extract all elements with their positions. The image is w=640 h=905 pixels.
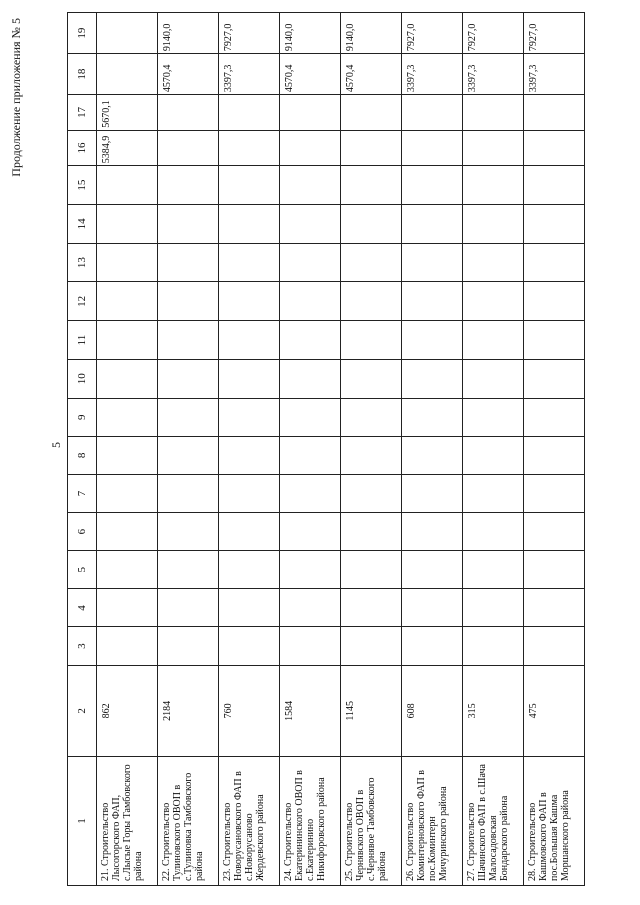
empty-cell	[158, 282, 219, 321]
value-cell-19: 7927,0	[463, 13, 524, 54]
column-header-8: 8	[68, 436, 97, 474]
empty-cell	[158, 627, 219, 665]
empty-cell	[97, 474, 158, 512]
object-name-cell: 25. Строительство Чернявского ОВОП в с.Чернявое Тамбовского района	[341, 757, 402, 886]
empty-cell	[402, 513, 463, 551]
page-number: 5	[49, 442, 63, 448]
column-header-1: 1	[68, 757, 97, 886]
empty-cell	[402, 282, 463, 321]
value-cell-18: 3397,3	[524, 54, 585, 95]
capacity-cell: 2184	[158, 665, 219, 756]
value-cell-18: 3397,3	[219, 54, 280, 95]
empty-cell	[341, 513, 402, 551]
empty-cell	[524, 95, 585, 131]
empty-cell	[158, 398, 219, 436]
empty-cell	[463, 474, 524, 512]
empty-cell	[219, 205, 280, 244]
empty-cell	[524, 243, 585, 282]
value-cell-18: 4570,4	[341, 54, 402, 95]
empty-cell	[158, 513, 219, 551]
empty-cell	[463, 95, 524, 131]
capacity-cell: 862	[97, 665, 158, 756]
empty-cell	[463, 166, 524, 205]
object-name-cell: 21. Строительство Лысогорского ФАП, с.Лысые Горы Тамбовского района	[97, 757, 158, 886]
capacity-cell: 1584	[280, 665, 341, 756]
empty-cell	[219, 243, 280, 282]
empty-cell	[341, 398, 402, 436]
empty-cell	[524, 551, 585, 589]
empty-cell	[402, 321, 463, 360]
empty-cell	[158, 166, 219, 205]
column-header-17: 17	[68, 95, 97, 131]
capacity-cell: 608	[402, 665, 463, 756]
empty-cell	[402, 166, 463, 205]
table-row	[280, 13, 341, 886]
table-row	[402, 13, 463, 886]
annex-continuation-heading: Продолжение приложения № 5	[9, 18, 23, 177]
capacity-cell: 315	[463, 665, 524, 756]
empty-cell	[158, 551, 219, 589]
object-name-cell: 22. Строительство Тулиновского ОВОП в с.Тулиновка Тамбовского района	[158, 757, 219, 886]
value-cell-16: 5384,9	[97, 130, 158, 166]
empty-cell	[280, 130, 341, 166]
table-row	[158, 13, 219, 886]
empty-cell	[158, 95, 219, 131]
value-cell-18: 4570,4	[158, 54, 219, 95]
empty-cell	[158, 589, 219, 627]
empty-cell	[524, 513, 585, 551]
column-header-row	[68, 13, 97, 886]
value-cell-18	[97, 54, 158, 95]
capacity-cell: 760	[219, 665, 280, 756]
rotated-content	[7, 12, 585, 886]
column-header-9: 9	[68, 398, 97, 436]
table-row	[219, 13, 280, 886]
column-header-3: 3	[68, 627, 97, 665]
value-cell-19: 7927,0	[402, 13, 463, 54]
column-header-11: 11	[68, 321, 97, 360]
empty-cell	[97, 205, 158, 244]
table-row	[524, 13, 585, 886]
empty-cell	[463, 513, 524, 551]
column-header-7: 7	[68, 474, 97, 512]
empty-cell	[402, 398, 463, 436]
object-name-cell: 23. Строительство Новорусановского ФАП в с.Новорусаново Жердевского района	[219, 757, 280, 886]
empty-cell	[463, 130, 524, 166]
empty-cell	[158, 436, 219, 474]
empty-cell	[341, 205, 402, 244]
empty-cell	[280, 282, 341, 321]
empty-cell	[402, 436, 463, 474]
empty-cell	[97, 627, 158, 665]
empty-cell	[158, 359, 219, 398]
empty-cell	[280, 359, 341, 398]
empty-cell	[97, 282, 158, 321]
data-table	[67, 12, 585, 886]
capacity-cell: 475	[524, 665, 585, 756]
empty-cell	[280, 95, 341, 131]
object-name-cell: 26. Строительство Коминтерновского ФАП в пос.Коминтерн Мичуринского района	[402, 757, 463, 886]
empty-cell	[463, 321, 524, 360]
empty-cell	[97, 359, 158, 398]
column-header-10: 10	[68, 359, 97, 398]
empty-cell	[402, 551, 463, 589]
empty-cell	[280, 321, 341, 360]
empty-cell	[341, 282, 402, 321]
empty-cell	[280, 551, 341, 589]
empty-cell	[341, 95, 402, 131]
empty-cell	[524, 436, 585, 474]
object-name-cell: 28. Строительство Кашмовского ФАП в пос.Большая Кашма Моршанского района	[524, 757, 585, 886]
value-cell-19: 9140,0	[158, 13, 219, 54]
empty-cell	[341, 436, 402, 474]
value-cell-19: 9140,0	[280, 13, 341, 54]
empty-cell	[280, 627, 341, 665]
empty-cell	[402, 589, 463, 627]
value-cell-18: 4570,4	[280, 54, 341, 95]
empty-cell	[280, 205, 341, 244]
empty-cell	[219, 589, 280, 627]
empty-cell	[219, 627, 280, 665]
empty-cell	[341, 166, 402, 205]
empty-cell	[219, 130, 280, 166]
empty-cell	[341, 627, 402, 665]
empty-cell	[97, 513, 158, 551]
capacity-cell: 1145	[341, 665, 402, 756]
empty-cell	[219, 282, 280, 321]
value-cell-19: 9140,0	[341, 13, 402, 54]
column-header-5: 5	[68, 551, 97, 589]
empty-cell	[402, 474, 463, 512]
empty-cell	[219, 166, 280, 205]
table-body	[97, 13, 585, 886]
empty-cell	[97, 398, 158, 436]
empty-cell	[341, 589, 402, 627]
empty-cell	[402, 627, 463, 665]
table-row	[341, 13, 402, 886]
empty-cell	[280, 513, 341, 551]
empty-cell	[341, 130, 402, 166]
empty-cell	[524, 627, 585, 665]
empty-cell	[280, 166, 341, 205]
empty-cell	[524, 166, 585, 205]
empty-cell	[341, 474, 402, 512]
empty-cell	[97, 551, 158, 589]
empty-cell	[463, 436, 524, 474]
empty-cell	[524, 474, 585, 512]
empty-cell	[280, 243, 341, 282]
empty-cell	[158, 474, 219, 512]
empty-cell	[341, 551, 402, 589]
value-cell-19	[97, 13, 158, 54]
empty-cell	[219, 398, 280, 436]
empty-cell	[280, 436, 341, 474]
empty-cell	[463, 205, 524, 244]
column-header-6: 6	[68, 513, 97, 551]
empty-cell	[158, 321, 219, 360]
empty-cell	[97, 243, 158, 282]
empty-cell	[97, 436, 158, 474]
empty-cell	[158, 243, 219, 282]
column-header-12: 12	[68, 282, 97, 321]
value-cell-17: 5670,1	[97, 95, 158, 131]
empty-cell	[402, 130, 463, 166]
object-name-cell: 24. Строительство Екатерининского ОВОП в с.Екатеринино Никифоровского района	[280, 757, 341, 886]
empty-cell	[219, 95, 280, 131]
empty-cell	[463, 359, 524, 398]
empty-cell	[402, 359, 463, 398]
empty-cell	[524, 359, 585, 398]
empty-cell	[524, 398, 585, 436]
empty-cell	[524, 321, 585, 360]
empty-cell	[97, 166, 158, 205]
table-row	[463, 13, 524, 886]
empty-cell	[219, 513, 280, 551]
column-header-16: 16	[68, 130, 97, 166]
empty-cell	[463, 627, 524, 665]
empty-cell	[341, 321, 402, 360]
value-cell-18: 3397,3	[463, 54, 524, 95]
value-cell-19: 7927,0	[524, 13, 585, 54]
empty-cell	[402, 243, 463, 282]
empty-cell	[524, 130, 585, 166]
column-header-4: 4	[68, 589, 97, 627]
column-header-19: 19	[68, 13, 97, 54]
empty-cell	[158, 205, 219, 244]
empty-cell	[463, 243, 524, 282]
empty-cell	[463, 282, 524, 321]
empty-cell	[524, 589, 585, 627]
empty-cell	[219, 474, 280, 512]
column-header-14: 14	[68, 205, 97, 244]
empty-cell	[280, 474, 341, 512]
empty-cell	[219, 436, 280, 474]
empty-cell	[280, 589, 341, 627]
empty-cell	[158, 130, 219, 166]
column-header-13: 13	[68, 243, 97, 282]
value-cell-19: 7927,0	[219, 13, 280, 54]
empty-cell	[463, 551, 524, 589]
empty-cell	[463, 398, 524, 436]
empty-cell	[402, 205, 463, 244]
table-row	[97, 13, 158, 886]
empty-cell	[341, 359, 402, 398]
object-name-cell: 27. Строительство Шачинского ФАП в с.Шача Малосадовская Бондарского района	[463, 757, 524, 886]
empty-cell	[280, 398, 341, 436]
empty-cell	[219, 551, 280, 589]
empty-cell	[402, 95, 463, 131]
empty-cell	[97, 321, 158, 360]
empty-cell	[524, 205, 585, 244]
empty-cell	[97, 589, 158, 627]
empty-cell	[341, 243, 402, 282]
column-header-18: 18	[68, 54, 97, 95]
column-header-15: 15	[68, 166, 97, 205]
empty-cell	[219, 359, 280, 398]
empty-cell	[219, 321, 280, 360]
value-cell-18: 3397,3	[402, 54, 463, 95]
empty-cell	[524, 282, 585, 321]
empty-cell	[463, 589, 524, 627]
column-header-2: 2	[68, 665, 97, 756]
